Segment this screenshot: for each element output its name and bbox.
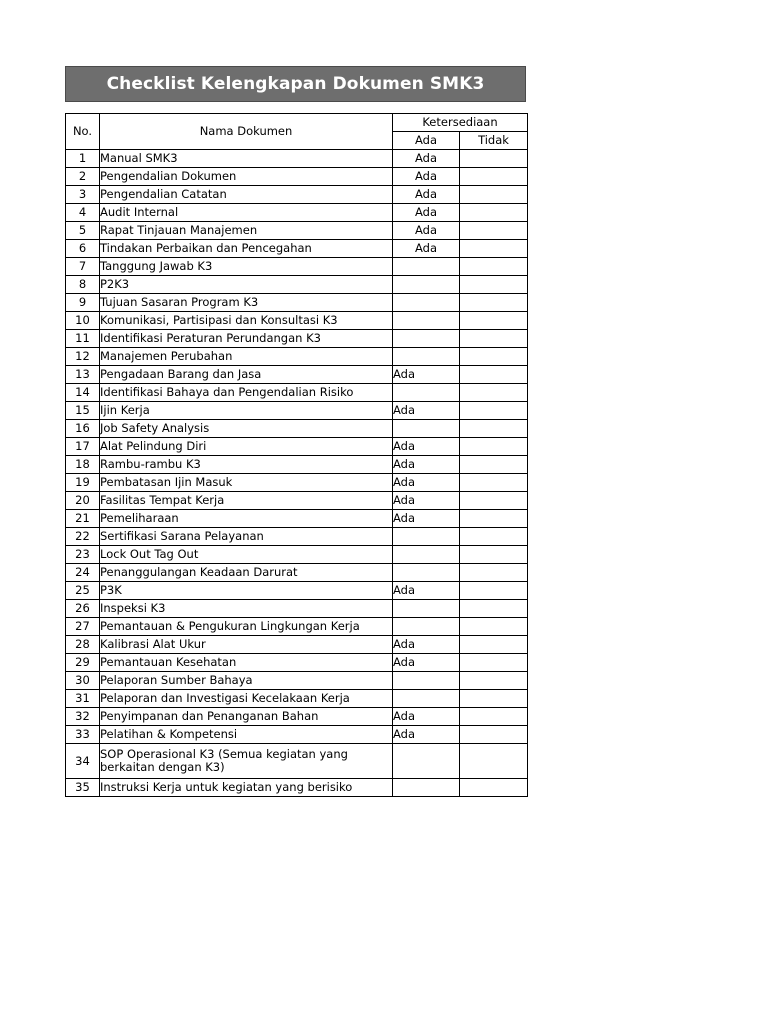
table-row: [66, 420, 528, 438]
row-number: 5: [66, 222, 100, 240]
row-tidak-cell: [460, 582, 528, 600]
row-tidak-cell: [460, 779, 528, 797]
table-row: [66, 438, 528, 456]
row-document-name: Pelaporan Sumber Bahaya: [100, 672, 393, 690]
row-document-name: P3K: [100, 582, 393, 600]
table-row: [66, 726, 528, 744]
row-ada-cell: Ada: [393, 438, 460, 456]
row-number: 22: [66, 528, 100, 546]
table-row: [66, 546, 528, 564]
row-document-name: Pelaporan dan Investigasi Kecelakaan Kerja: [100, 690, 393, 708]
row-number: 11: [66, 330, 100, 348]
row-ada-cell: Ada: [393, 492, 460, 510]
row-number: 20: [66, 492, 100, 510]
row-number: 23: [66, 546, 100, 564]
row-ada-cell: [393, 330, 460, 348]
table-row: [66, 744, 528, 779]
row-tidak-cell: [460, 312, 528, 330]
table-body: [66, 150, 528, 797]
row-number: 12: [66, 348, 100, 366]
row-number: 8: [66, 276, 100, 294]
row-number: 35: [66, 779, 100, 797]
row-document-name: Rapat Tinjauan Manajemen: [100, 222, 393, 240]
row-document-name: Instruksi Kerja untuk kegiatan yang berisiko: [100, 779, 393, 797]
table-row: [66, 312, 528, 330]
row-tidak-cell: [460, 726, 528, 744]
table-row: [66, 618, 528, 636]
row-document-name: Manajemen Perubahan: [100, 348, 393, 366]
row-document-name: Identifikasi Bahaya dan Pengendalian Risiko: [100, 384, 393, 402]
table-row: [66, 510, 528, 528]
table-row: [66, 168, 528, 186]
table-row: [66, 240, 528, 258]
checklist-table: [65, 113, 528, 797]
row-tidak-cell: [460, 420, 528, 438]
row-number: 19: [66, 474, 100, 492]
table-row: [66, 528, 528, 546]
row-ada-cell: Ada: [393, 582, 460, 600]
row-ada-cell: [393, 564, 460, 582]
row-ada-cell: [393, 744, 460, 779]
header-tidak: Tidak: [460, 132, 528, 150]
row-tidak-cell: [460, 528, 528, 546]
row-ada-cell: Ada: [393, 186, 460, 204]
row-document-name: Fasilitas Tempat Kerja: [100, 492, 393, 510]
row-ada-cell: [393, 312, 460, 330]
table-row: [66, 186, 528, 204]
row-document-name: Komunikasi, Partisipasi dan Konsultasi K3: [100, 312, 393, 330]
table-row: [66, 492, 528, 510]
row-number: 3: [66, 186, 100, 204]
row-document-name: Kalibrasi Alat Ukur: [100, 636, 393, 654]
row-document-name: Penyimpanan dan Penanganan Bahan: [100, 708, 393, 726]
row-number: 10: [66, 312, 100, 330]
row-number: 21: [66, 510, 100, 528]
table-row: [66, 672, 528, 690]
row-tidak-cell: [460, 510, 528, 528]
table-row: [66, 564, 528, 582]
row-ada-cell: Ada: [393, 150, 460, 168]
row-tidak-cell: [460, 348, 528, 366]
row-ada-cell: Ada: [393, 456, 460, 474]
row-ada-cell: Ada: [393, 474, 460, 492]
row-ada-cell: [393, 618, 460, 636]
row-number: 17: [66, 438, 100, 456]
table-row: [66, 708, 528, 726]
row-document-name: Penanggulangan Keadaan Darurat: [100, 564, 393, 582]
row-number: 14: [66, 384, 100, 402]
table-row: [66, 348, 528, 366]
row-tidak-cell: [460, 222, 528, 240]
row-number: 6: [66, 240, 100, 258]
row-document-name: Alat Pelindung Diri: [100, 438, 393, 456]
row-ada-cell: [393, 348, 460, 366]
row-ada-cell: [393, 420, 460, 438]
table-row: [66, 366, 528, 384]
table-row: [66, 222, 528, 240]
row-document-name: Pengendalian Dokumen: [100, 168, 393, 186]
row-number: 27: [66, 618, 100, 636]
row-number: 4: [66, 204, 100, 222]
row-tidak-cell: [460, 474, 528, 492]
row-number: 18: [66, 456, 100, 474]
row-number: 2: [66, 168, 100, 186]
row-ada-cell: Ada: [393, 222, 460, 240]
document-title-bar: [65, 66, 526, 102]
row-ada-cell: Ada: [393, 204, 460, 222]
row-tidak-cell: [460, 276, 528, 294]
row-number: 31: [66, 690, 100, 708]
table-row: [66, 779, 528, 797]
row-tidak-cell: [460, 366, 528, 384]
row-tidak-cell: [460, 240, 528, 258]
row-ada-cell: [393, 258, 460, 276]
row-document-name: Pengadaan Barang dan Jasa: [100, 366, 393, 384]
row-document-name: Pemantauan & Pengukuran Lingkungan Kerja: [100, 618, 393, 636]
row-ada-cell: Ada: [393, 366, 460, 384]
table-row: [66, 654, 528, 672]
row-ada-cell: [393, 528, 460, 546]
row-tidak-cell: [460, 600, 528, 618]
table-row: [66, 402, 528, 420]
row-document-name: Tujuan Sasaran Program K3: [100, 294, 393, 312]
row-number: 32: [66, 708, 100, 726]
table-row: [66, 456, 528, 474]
row-number: 7: [66, 258, 100, 276]
row-tidak-cell: [460, 384, 528, 402]
table-row: [66, 276, 528, 294]
table-row: [66, 690, 528, 708]
row-number: 16: [66, 420, 100, 438]
table-row: [66, 258, 528, 276]
row-number: 1: [66, 150, 100, 168]
row-ada-cell: Ada: [393, 636, 460, 654]
row-number: 15: [66, 402, 100, 420]
row-number: 26: [66, 600, 100, 618]
table-header: [66, 114, 528, 150]
row-ada-cell: [393, 384, 460, 402]
table-row: [66, 330, 528, 348]
row-tidak-cell: [460, 690, 528, 708]
row-ada-cell: [393, 276, 460, 294]
row-document-name: P2K3: [100, 276, 393, 294]
row-document-name: Inspeksi K3: [100, 600, 393, 618]
row-ada-cell: [393, 690, 460, 708]
header-no: No.: [66, 114, 100, 150]
row-number: 30: [66, 672, 100, 690]
row-document-name: Sertifikasi Sarana Pelayanan: [100, 528, 393, 546]
row-number: 25: [66, 582, 100, 600]
row-tidak-cell: [460, 654, 528, 672]
row-tidak-cell: [460, 402, 528, 420]
row-tidak-cell: [460, 672, 528, 690]
row-ada-cell: [393, 294, 460, 312]
row-document-name: Lock Out Tag Out: [100, 546, 393, 564]
row-tidak-cell: [460, 294, 528, 312]
row-ada-cell: Ada: [393, 240, 460, 258]
row-tidak-cell: [460, 744, 528, 779]
row-document-name: Pelatihan & Kompetensi: [100, 726, 393, 744]
document-title: Checklist Kelengkapan Dokumen SMK3: [106, 74, 485, 94]
table-row: [66, 204, 528, 222]
row-document-name: Pemeliharaan: [100, 510, 393, 528]
row-ada-cell: Ada: [393, 654, 460, 672]
row-ada-cell: [393, 672, 460, 690]
table-row: [66, 474, 528, 492]
row-document-name: Pengendalian Catatan: [100, 186, 393, 204]
row-ada-cell: [393, 779, 460, 797]
row-tidak-cell: [460, 564, 528, 582]
row-number: 34: [66, 744, 100, 779]
row-tidak-cell: [460, 438, 528, 456]
row-document-name: Audit Internal: [100, 204, 393, 222]
row-ada-cell: [393, 600, 460, 618]
row-tidak-cell: [460, 636, 528, 654]
table-row: [66, 636, 528, 654]
row-ada-cell: Ada: [393, 510, 460, 528]
row-ada-cell: [393, 546, 460, 564]
table-row: [66, 582, 528, 600]
table-row: [66, 384, 528, 402]
row-number: 24: [66, 564, 100, 582]
row-document-name: SOP Operasional K3 (Semua kegiatan yang berkaitan dengan K3): [100, 744, 393, 779]
row-tidak-cell: [460, 204, 528, 222]
row-document-name: Job Safety Analysis: [100, 420, 393, 438]
row-ada-cell: Ada: [393, 402, 460, 420]
row-tidak-cell: [460, 708, 528, 726]
row-tidak-cell: [460, 168, 528, 186]
row-document-name: Manual SMK3: [100, 150, 393, 168]
row-document-name: Tanggung Jawab K3: [100, 258, 393, 276]
row-document-name: Rambu-rambu K3: [100, 456, 393, 474]
row-document-name: Pemantauan Kesehatan: [100, 654, 393, 672]
row-ada-cell: Ada: [393, 168, 460, 186]
row-number: 13: [66, 366, 100, 384]
row-document-name: Tindakan Perbaikan dan Pencegahan: [100, 240, 393, 258]
table-row: [66, 150, 528, 168]
row-document-name: Identifikasi Peraturan Perundangan K3: [100, 330, 393, 348]
row-tidak-cell: [460, 150, 528, 168]
row-tidak-cell: [460, 618, 528, 636]
row-number: 28: [66, 636, 100, 654]
row-tidak-cell: [460, 492, 528, 510]
table-row: [66, 294, 528, 312]
row-document-name: Pembatasan Ijin Masuk: [100, 474, 393, 492]
row-number: 9: [66, 294, 100, 312]
row-ada-cell: Ada: [393, 708, 460, 726]
row-number: 29: [66, 654, 100, 672]
table-row: [66, 600, 528, 618]
header-ketersediaan: Ketersediaan: [393, 114, 528, 132]
row-tidak-cell: [460, 546, 528, 564]
row-tidak-cell: [460, 258, 528, 276]
row-tidak-cell: [460, 186, 528, 204]
header-nama-dokumen: Nama Dokumen: [100, 114, 393, 150]
row-document-name: Ijin Kerja: [100, 402, 393, 420]
row-tidak-cell: [460, 330, 528, 348]
row-ada-cell: Ada: [393, 726, 460, 744]
row-number: 33: [66, 726, 100, 744]
row-tidak-cell: [460, 456, 528, 474]
header-ada: Ada: [393, 132, 460, 150]
